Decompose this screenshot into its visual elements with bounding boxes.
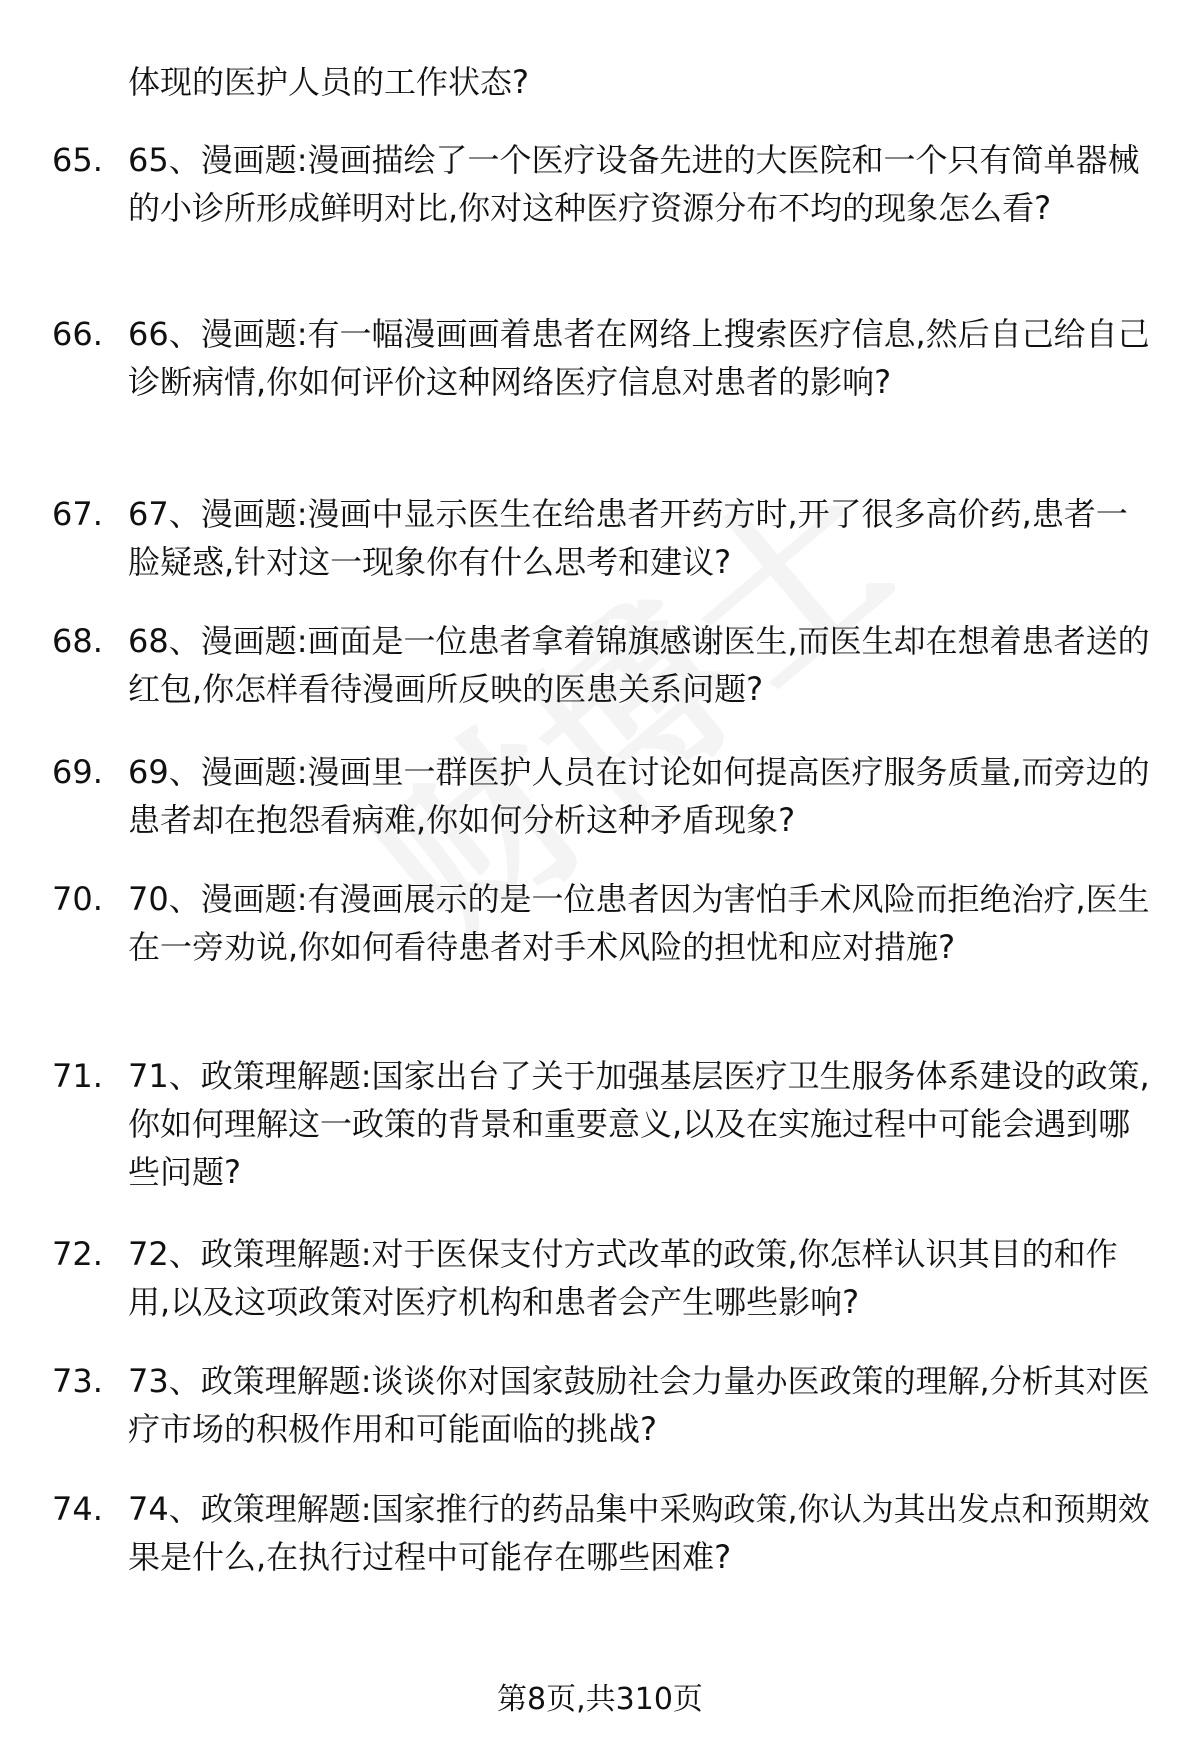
question-text: 71、政策理解题:国家出台了关于加强基层医疗卫生服务体系建设的政策,你如何理解这一政策的背景和重要意义,以及在实施过程中可能会遇到哪些问题? (128, 1057, 1150, 1191)
question-number: 73. (52, 1362, 103, 1400)
question-number: 74. (52, 1490, 103, 1528)
question-text: 70、漫画题:有漫画展示的是一位患者因为害怕手术风险而拒绝治疗,医生在一旁劝说,你如何看待患者对手术风险的担忧和应对措施? (128, 880, 1150, 966)
question-text: 73、政策理解题:谈谈你对国家鼓励社会力量办医政策的理解,分析其对医疗市场的积极作用和可能面临的挑战? (128, 1362, 1150, 1448)
question-text: 72、政策理解题:对于医保支付方式改革的政策,你怎样认识其目的和作用,以及这项政策对医疗机构和患者会产生哪些影响? (128, 1235, 1118, 1321)
question-number: 65. (52, 141, 103, 179)
question-number: 66. (52, 315, 103, 353)
page-footer: 第8页,共310页 (497, 1682, 703, 1717)
question-text: 68、漫画题:画面是一位患者拿着锦旗感谢医生,而医生却在想着患者送的红包,你怎样看待漫画所反映的医患关系问题? (128, 622, 1150, 708)
question-number: 67. (52, 495, 103, 533)
continued-text: 体现的医护人员的工作状态? (128, 63, 529, 101)
question-text: 74、政策理解题:国家推行的药品集中采购政策,你认为其出发点和预期效果是什么,在执行过程中可能存在哪些困难? (128, 1490, 1150, 1576)
question-number: 68. (52, 622, 103, 660)
question-text: 66、漫画题:有一幅漫画画着患者在网络上搜索医疗信息,然后自己给自己诊断病情,你如何评价这种网络医疗信息对患者的影响? (128, 315, 1150, 401)
question-number: 70. (52, 880, 103, 918)
question-number: 69. (52, 753, 103, 791)
question-number: 71. (52, 1057, 103, 1095)
question-number: 72. (52, 1235, 103, 1273)
question-text: 69、漫画题:漫画里一群医护人员在讨论如何提高医疗服务质量,而旁边的患者却在抱怨看病难,你如何分析这种矛盾现象? (128, 753, 1150, 839)
question-text: 65、漫画题:漫画描绘了一个医疗设备先进的大医院和一个只有简单器械的小诊所形成鲜明对比,你对这种医疗资源分布不均的现象怎么看? (128, 141, 1140, 227)
question-text: 67、漫画题:漫画中显示医生在给患者开药方时,开了很多高价药,患者一脸疑惑,针对这一现象你有什么思考和建议? (128, 495, 1128, 581)
